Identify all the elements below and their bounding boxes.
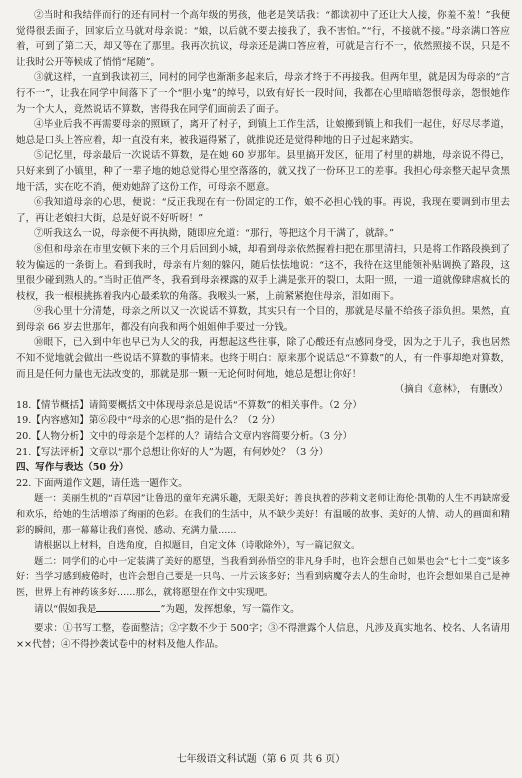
paragraph-2: ②当时和我结伴而行的还有同村一个高年级的男孩，他老是笑话我：“都读初中了还让大人接，你羞不羞！”我便觉得很丢面子，回家后立马就对母亲说：“娘，以后就不要去接我了，我不害怕。”“行，不接就不接。”母亲满口答应着，可到了第二天，却又等在了那里。我再次抗议，母亲还是满口答应着，可就是言行不一，依然照接不误，只是不让我时公开等候成了悄悄“尾随”。 bbox=[16, 10, 510, 68]
paragraph-3: ③就这样，一直到我读初三，同村的同学也渐渐多起来后，母亲才终于不再接我。但两年里，就是因为母亲的“言行不一”，让我在同学中间落下了一个“胆小鬼”的绰号，以致有好长一段时间，我都在心里暗暗怨恨母亲，怨恨她作为一个大人，竟然说话不算数，害得我在同学们面前丢了面子。 bbox=[16, 72, 510, 115]
question-18: 18.【情节概括】请简要概括文中体现母亲总是说话“不算数”的相关事件。（2 分） bbox=[16, 399, 363, 411]
question-list bbox=[16, 398, 510, 460]
paragraph-10: ⑩眼下，已入到中年也早已为人父的我，再想起这些往事，除了心酸还有点感同身受，因为之于儿子，我也居然不知不觉地就会做出一些说话不算数的事情来。也终于明白：原来那个说话总“不算数”的人，有一件事却绝对算数，而且是任何力量也无法改变的，那就是那一颗一无论何时何地，她总是想让你好！ bbox=[16, 337, 510, 380]
question-19: 19.【内容感知】第⑥段中“母亲的心思”指的是什么？（2 分） bbox=[16, 415, 281, 427]
paragraph-9: ⑨我心里十分清楚，母亲之所以又一次说话不算数，其实只有一个目的，那就是尽量不给孩子添负担。果然，直到母亲 66 岁去世那年，都没有向我和两个姐姐伸手要过一分钱。 bbox=[16, 306, 510, 333]
title-blank bbox=[96, 601, 160, 612]
paragraph-6: ⑥我知道母亲的心思，便说：“反正我现在有一份固定的工作，娘不必担心钱的事。再说，我现在要调到市里去了，再让老娘扫大街，总是好说不好听呀！” bbox=[16, 197, 510, 224]
reading-passage bbox=[16, 8, 510, 398]
task-prefix: 请以“假如我是 bbox=[34, 603, 97, 615]
paragraph-7: ⑦听我这么一说，母亲便不再执拗，随即应允道：“那行，等把这个月干满了，就辞。” bbox=[34, 228, 394, 240]
question-21: 21.【写法评析】文章以“那个总想让你好的人”为题，有何妙处？（3 分） bbox=[16, 446, 329, 458]
article-source: （摘自《意林》， 有删改） bbox=[394, 384, 508, 396]
paragraph-5: ⑤记忆里，母亲最后一次说话不算数，是在她 60 岁那年。县里搞开发区，征用了村里的耕地，母亲说不得已，只好来到了小镇里，种了一辈子地的她总觉得心里空落落的，就又找了一份环卫工的差事。我担心母亲整天起早贪黑地干活，实在吃不消，便劝她辞了这份工作，可母亲不愿意。 bbox=[16, 150, 510, 193]
section-heading-writing: 四、写作与表达（50 分） bbox=[16, 462, 129, 474]
paragraph-8: ⑧但和母亲在市里安顿下来的三个月后回到小城，却看到母亲依然握着扫把在那里清扫，只是将工作路段换到了较为偏远的一条街上。看到我时，母亲有片刻的躲闪，随后怯怯地说：“这不，我待在这里能领补贴调换了路段，这里很少碰到熟人的。”当时正值严冬，我看到母亲裸露的双手上满是张开的裂口，太阳一照，一道一道就像肆虐疯长的枝杈，我一根根挑拣着我内心最柔软的角落。我喉头一紧，上前紧紧抱住母亲，泪如雨下。 bbox=[16, 243, 510, 302]
essay-topic-1: 题一：美丽生机的“百草园”让鲁迅的童年充满乐趣，无限美好；善良执着的莎莉文老师让海伦·凯勒的人生不再缺席爱和欢乐，给她的生活增添了绚丽的色彩。在我们的生活中，从不缺少美好！有温暖的故事、美好的人情、动人的画面和精彩的瞬间，那一幕幕让我们喜悦、感动、充满力量…… bbox=[16, 493, 510, 536]
task-suffix: ”为题，发挥想象，写一篇作文。 bbox=[160, 603, 300, 615]
paragraph-4: ④毕业后我不再需要母亲的照顾了，离开了村子，到镇上工作生活，让娘搬到镇上和我们一起住，好尽尽孝道，她总是口头上答应着，却一直没有来，被我逼得紧了，就推说还是觉得种地的日子过起来踏实。 bbox=[16, 119, 510, 146]
essay-topic-2: 题二：同学们的心中一定装满了美好的愿望，当我看到孙悟空的非凡身手时，也许会想自己如果也会“七十二变”该多好：当学习感到疲倦时，也许会想自己要是一只鸟、一片云该多好；当看到病魔夺去人的生命时，也许会想如果自己是神医，世界上有神药该多好……那么，就将愿望在作文中实现吧。 bbox=[16, 555, 510, 598]
essay-topic-1-task: 请根据以上材料，自选角度，自拟题目，自定文体（诗歌除外），写一篇记叙文。 bbox=[34, 540, 361, 552]
page-footer: 七年级语文科试题（第 6 页 共 6 页） bbox=[176, 754, 346, 765]
essay-topic-2-task bbox=[16, 601, 510, 618]
question-20: 20.【人物分析】文中的母亲是个怎样的人？请结合文章内容简要分析。（3 分） bbox=[16, 431, 353, 443]
question-22: 22. 下面两道作文题，请任选一题作文。 bbox=[16, 477, 188, 489]
writing-requirements: 要求：①书写工整，卷面整洁；②字数不少于 500字；③不得泄露个人信息，凡涉及真实地名、校名、人名请用××代替；④不得抄袭试卷中的材料及他人作品。 bbox=[16, 623, 510, 650]
